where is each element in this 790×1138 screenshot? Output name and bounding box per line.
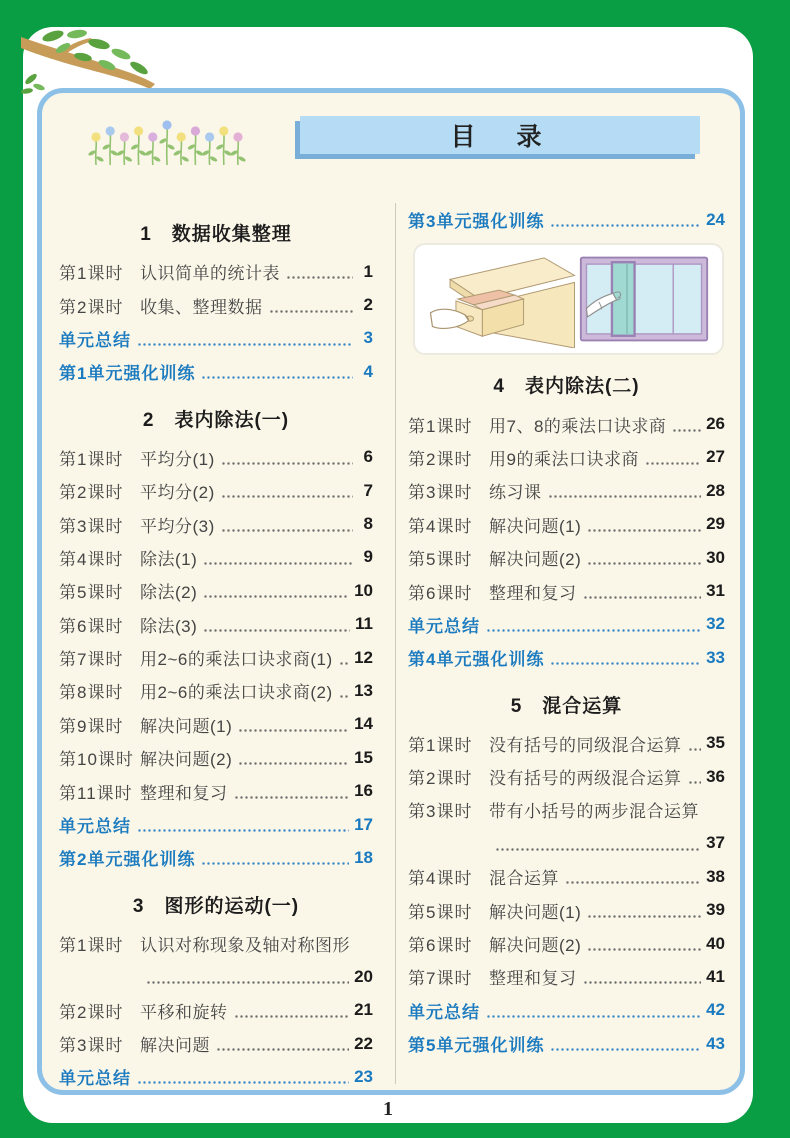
page-ref: 3 [363, 328, 373, 348]
toc-entry-lesson [59, 255, 373, 288]
toc-entry-lesson [408, 860, 725, 893]
toc-entry-unit [408, 994, 725, 1027]
page-ref: 6 [363, 447, 373, 467]
dotted-leader [339, 662, 349, 665]
hand-sliding-window-icon [578, 250, 710, 348]
toc-entry-lesson [59, 774, 373, 807]
chapter-illustration [413, 243, 724, 355]
toc-entry-lesson [408, 960, 725, 993]
lesson-label: 第5课时 [408, 902, 473, 922]
lesson-title: 平均分(3) [140, 516, 215, 536]
lesson-label: 第9课时 [59, 716, 124, 736]
page-ref: 37 [706, 833, 725, 853]
lesson-label: 第3课时 [59, 1036, 124, 1055]
lesson-label: 第11课时 [59, 783, 133, 803]
page-ref: 29 [706, 514, 725, 534]
unit-title: 第4单元强化训练 [408, 650, 545, 670]
dotted-leader [548, 495, 702, 498]
dotted-leader [203, 562, 353, 565]
lesson-label: 第2课时 [59, 483, 124, 503]
lesson-title: 整理和复习 [489, 583, 577, 603]
toc-entry-lesson [59, 441, 373, 474]
toc-entry-lesson [408, 727, 725, 760]
page-ref: 28 [706, 480, 725, 500]
toc-entry-unit [59, 808, 373, 841]
toc-entry-lesson [59, 574, 373, 607]
lesson-title: 认识对称现象及轴对称图形 [140, 935, 350, 955]
lesson-title: 用7、8的乘法口诀求商 [489, 416, 667, 436]
unit-title: 单元总结 [59, 330, 131, 350]
unit-title: 第2单元强化训练 [59, 850, 196, 870]
dotted-leader [587, 562, 701, 565]
page-ref: 32 [706, 614, 725, 634]
dotted-leader [137, 343, 353, 346]
page-ref: 21 [354, 1000, 373, 1020]
lesson-label: 第2课时 [408, 449, 473, 469]
toc-entry-lesson [59, 641, 373, 674]
dotted-leader [550, 224, 701, 227]
unit-title: 第1单元强化训练 [59, 364, 196, 384]
page-ref: 22 [354, 1033, 373, 1053]
toc-entry-lesson [408, 474, 725, 507]
lesson-title: 除法(2) [140, 583, 198, 603]
lesson-title: 练习课 [489, 483, 542, 503]
page-ref: 23 [354, 1066, 373, 1086]
section-heading: 5 混合运算 [510, 695, 623, 717]
toc-entry-lesson [408, 508, 725, 541]
lesson-title: 没有括号的同级混合运算 [489, 735, 682, 755]
dotted-leader [339, 695, 349, 698]
unit-title: 单元总结 [408, 616, 480, 636]
page-ref: 43 [706, 1033, 725, 1053]
page-ref: 10 [354, 580, 373, 600]
toc-column-left [42, 203, 395, 1089]
toc-entry-unit [59, 841, 373, 874]
page-ref: 16 [354, 781, 373, 801]
page-ref: 38 [706, 866, 725, 886]
dotted-leader [486, 629, 701, 632]
page-ref: 4 [363, 361, 373, 381]
lesson-label: 第1课时 [59, 264, 124, 284]
toc-entry-lesson [408, 574, 725, 607]
lesson-label: 第1课时 [408, 735, 473, 755]
lesson-label: 第4课时 [408, 516, 473, 536]
lesson-label: 第3课时 [59, 516, 124, 536]
lesson-label: 第1课时 [59, 449, 124, 469]
toc-entry-lesson [408, 407, 725, 440]
lesson-title: 平移和旋转 [140, 1002, 228, 1022]
toc-entry-lesson [59, 993, 373, 1026]
lesson-title: 解决问题(1) [489, 516, 582, 536]
dotted-leader [688, 781, 702, 784]
toc-entry-lesson [59, 708, 373, 741]
lesson-label: 第6课时 [59, 616, 124, 636]
page-ref: 24 [706, 209, 725, 229]
page-ref: 35 [706, 733, 725, 753]
lesson-label: 第1课时 [59, 935, 124, 955]
lesson-label: 第5课时 [59, 583, 124, 603]
page-ref: 15 [354, 747, 373, 767]
lesson-title: 混合运算 [489, 869, 559, 889]
dotted-leader [688, 748, 702, 751]
toc-entry-lesson [408, 893, 725, 926]
toc-entry-unit [408, 203, 725, 236]
toc-entry-lesson [59, 541, 373, 574]
dotted-leader [583, 981, 702, 984]
lesson-title: 带有小括号的两步混合运算 [489, 802, 699, 822]
lesson-title: 除法(3) [140, 616, 198, 636]
toc-entry-lesson [59, 1027, 373, 1060]
lesson-label: 第8课时 [59, 683, 124, 703]
toc-entry-lesson [408, 441, 725, 474]
lesson-title: 没有括号的两级混合运算 [489, 769, 682, 789]
toc-entry-unit [408, 608, 725, 641]
lesson-label: 第6课时 [408, 936, 473, 956]
dotted-leader [221, 462, 353, 465]
lesson-title: 除法(1) [140, 549, 198, 569]
section-heading: 3 图形的运动(一) [132, 895, 300, 917]
lesson-label: 第4课时 [408, 869, 473, 889]
lesson-label: 第7课时 [59, 650, 124, 670]
page-ref: 27 [706, 447, 725, 467]
page-ref: 18 [354, 847, 373, 867]
page-ref: 13 [354, 680, 373, 700]
page-ref: 30 [706, 547, 725, 567]
toc-entry-lesson [59, 608, 373, 641]
page-ref: 31 [706, 581, 725, 601]
toc-entry-unit [59, 1060, 373, 1093]
dotted-leader [495, 848, 701, 851]
toc-entry-lesson [59, 288, 373, 321]
toc-columns [42, 203, 740, 1089]
lesson-label: 第3课时 [408, 483, 473, 503]
unit-title: 第3单元强化训练 [408, 212, 545, 232]
toc-entry-unit [408, 1027, 725, 1060]
page-ref: 33 [706, 647, 725, 667]
lesson-label: 第5课时 [408, 550, 473, 570]
lesson-title: 认识简单的统计表 [140, 264, 280, 284]
lesson-title: 平均分(2) [140, 483, 215, 503]
page-ref: 7 [363, 480, 373, 500]
lesson-title: 解决问题(1) [489, 902, 582, 922]
page-ref: 1 [363, 261, 373, 281]
dotted-leader [137, 829, 349, 832]
hand-pulling-drawer-icon [427, 250, 577, 348]
lesson-title: 平均分(1) [140, 449, 215, 469]
toc-entry-unit [59, 322, 373, 355]
dotted-leader [486, 1015, 701, 1018]
lesson-label: 第2课时 [59, 1002, 124, 1022]
unit-title: 第5单元强化训练 [408, 1036, 545, 1056]
dotted-leader [221, 529, 353, 532]
dotted-leader [203, 629, 350, 632]
page-ref: 12 [354, 647, 373, 667]
dotted-leader [234, 1015, 350, 1018]
lesson-label: 第3课时 [408, 802, 473, 822]
lesson-label: 第2课时 [59, 297, 124, 317]
lesson-label: 第1课时 [408, 416, 473, 436]
lesson-title: 解决问题(2) [489, 550, 582, 570]
toc-entry-lesson [408, 760, 725, 793]
dotted-leader [587, 529, 701, 532]
unit-title: 单元总结 [59, 1069, 131, 1089]
toc-entry-lesson [59, 927, 373, 960]
toc-entry-lesson [408, 793, 725, 826]
toc-entry-continuation [59, 960, 373, 993]
lesson-label: 第10课时 [59, 750, 134, 770]
dotted-leader [234, 796, 350, 799]
lesson-label: 第6课时 [408, 583, 473, 603]
lesson-title: 解决问题 [140, 1036, 210, 1055]
lesson-title: 用9的乘法口诀求商 [489, 449, 639, 469]
lesson-title: 解决问题(1) [140, 716, 233, 736]
lesson-title: 解决问题(2) [489, 936, 582, 956]
lesson-label: 第4课时 [59, 549, 124, 569]
dotted-leader [583, 596, 702, 599]
dotted-leader [216, 1048, 349, 1051]
page-ref: 39 [706, 900, 725, 920]
lesson-title: 整理和复习 [489, 969, 577, 989]
dotted-leader [201, 862, 349, 865]
page-ref: 20 [354, 966, 373, 986]
page-sheet [23, 27, 753, 1123]
dotted-leader [269, 310, 354, 313]
lesson-title: 收集、整理数据 [140, 297, 263, 317]
page-title: 目 录 [450, 123, 550, 151]
section-heading: 2 表内除法(一) [142, 409, 290, 431]
lesson-title: 解决问题(2) [140, 750, 233, 770]
lesson-label: 第7课时 [408, 969, 473, 989]
toc-entry-unit [408, 641, 725, 674]
page-ref: 26 [706, 414, 725, 434]
dotted-leader [146, 981, 349, 984]
page-number: 1 [383, 1098, 393, 1120]
page-ref: 40 [706, 933, 725, 953]
dotted-leader [550, 662, 701, 665]
flowers-decoration-icon [88, 117, 248, 169]
section-heading: 4 表内除法(二) [493, 376, 640, 398]
lesson-title: 用2~6的乘法口诀求商(2) [140, 683, 333, 703]
dotted-leader [550, 1048, 701, 1051]
toc-entry-unit [59, 355, 373, 388]
dotted-leader [221, 495, 353, 498]
page-ref: 2 [363, 295, 373, 315]
page-ref: 36 [706, 766, 725, 786]
toc-entry-lesson [408, 541, 725, 574]
dotted-leader [286, 276, 353, 279]
lesson-title: 用2~6的乘法口诀求商(1) [140, 650, 333, 670]
lesson-label: 第2课时 [408, 769, 473, 789]
unit-title: 单元总结 [59, 817, 131, 837]
page-ref: 11 [355, 614, 373, 634]
toc-entry-lesson [59, 474, 373, 507]
toc-entry-continuation [408, 827, 725, 860]
dotted-leader [137, 1081, 349, 1084]
dotted-leader [565, 881, 701, 884]
page-ref: 42 [706, 1000, 725, 1020]
section-heading: 1 数据收集整理 [140, 224, 292, 245]
unit-title: 单元总结 [408, 1002, 480, 1022]
toc-entry-lesson [59, 674, 373, 707]
lesson-title: 整理和复习 [140, 783, 228, 803]
page-ref: 41 [706, 966, 725, 986]
dotted-leader [238, 729, 349, 732]
dotted-leader [645, 462, 701, 465]
toc-column-right [395, 203, 740, 1084]
toc-entry-lesson [59, 507, 373, 540]
page-ref: 8 [363, 514, 373, 534]
toc-title-box [300, 116, 700, 154]
dotted-leader [238, 762, 349, 765]
toc-panel [37, 88, 745, 1095]
page-ref: 14 [354, 714, 373, 734]
dotted-leader [587, 915, 701, 918]
dotted-leader [672, 429, 701, 432]
toc-entry-lesson [59, 741, 373, 774]
page-ref: 17 [354, 814, 373, 834]
page-ref: 9 [363, 547, 373, 567]
dotted-leader [203, 595, 349, 598]
dotted-leader [201, 376, 353, 379]
toc-entry-lesson [408, 927, 725, 960]
dotted-leader [587, 948, 701, 951]
